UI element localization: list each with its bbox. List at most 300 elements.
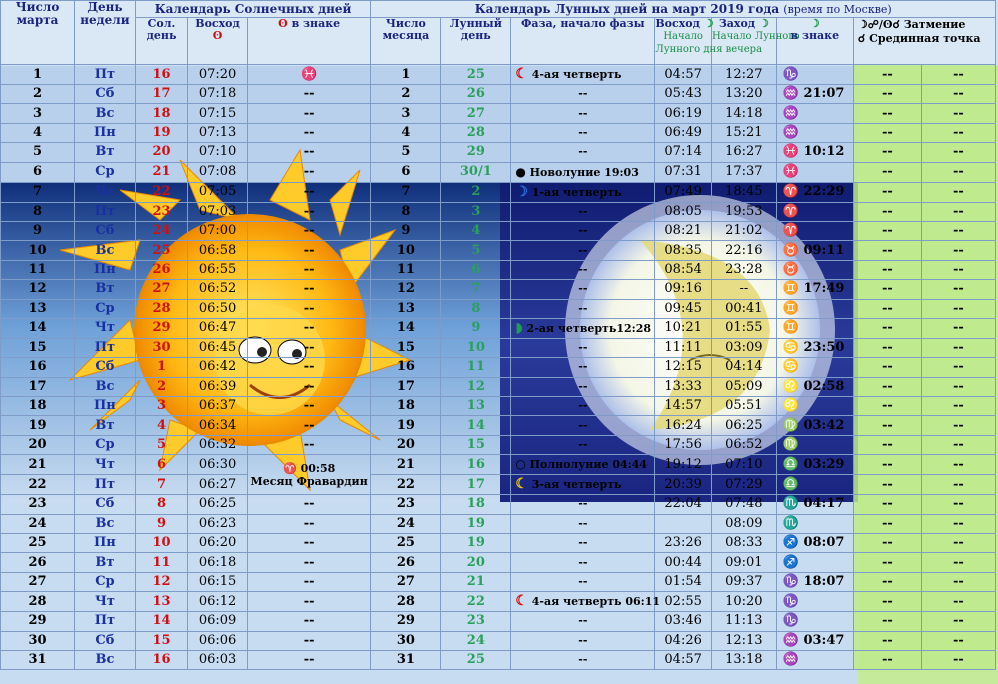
table-row — [1, 65, 996, 85]
eclipse-cell: -- — [853, 221, 921, 240]
midpoint-cell: -- — [921, 475, 995, 495]
lunar-day-cell: 13 — [441, 397, 511, 416]
moonset-cell: 12:27 — [711, 65, 776, 85]
header-eclipse: ☽☍/ʘ☌ Затмение ☌ Срединная точка — [853, 18, 995, 65]
date-cell: 9 — [1, 221, 75, 240]
phase-cell — [511, 260, 655, 279]
weekday-cell: Пн — [75, 534, 136, 553]
phase-cell — [511, 435, 655, 454]
weekday-cell: Сб — [75, 631, 136, 650]
date-cell: 5 — [1, 143, 75, 162]
weekday-cell: Вс — [75, 104, 136, 123]
weekday-cell: Пн — [75, 260, 136, 279]
moonset-cell: 10:20 — [711, 592, 776, 612]
date-cell: 12 — [1, 280, 75, 299]
table-row — [1, 123, 996, 142]
midpoint-cell: -- — [921, 299, 995, 318]
moonset-cell: 12:13 — [711, 631, 776, 650]
eclipse-cell: -- — [853, 495, 921, 514]
moonset-cell: 05:09 — [711, 377, 776, 396]
sunrise-cell: 06:42 — [188, 358, 248, 377]
phase-text: 4-ая четверть 06:11 — [531, 595, 661, 609]
lunar-day-cell: 20 — [441, 553, 511, 572]
phase-text: -- — [578, 379, 588, 393]
solar-day-cell: 20 — [135, 143, 187, 162]
phase-cell — [511, 280, 655, 299]
header-row-2 — [1, 18, 996, 65]
calendar-rows — [1, 65, 996, 670]
weekday-cell: Пн — [75, 123, 136, 142]
month-day-cell: 17 — [371, 377, 441, 396]
weekday-cell: Ср — [75, 299, 136, 318]
moonrise-cell: 03:46 — [655, 612, 712, 631]
moonset-cell: 22:16 — [711, 241, 776, 260]
eclipse-cell: -- — [853, 241, 921, 260]
phase-cell — [511, 455, 655, 475]
moon-sign-cell: ♒ 21:07 — [776, 85, 853, 104]
moon-icon: ☽ — [809, 17, 820, 30]
solar-day-cell: 3 — [135, 397, 187, 416]
date-cell: 8 — [1, 202, 75, 221]
month-day-cell: 28 — [371, 592, 441, 612]
moonrise-cell: 05:43 — [655, 85, 712, 104]
sun-sign-cell — [247, 455, 370, 495]
lunar-day-cell: 14 — [441, 416, 511, 435]
date-cell: 10 — [1, 241, 75, 260]
sun-sign-cell: -- — [247, 104, 370, 123]
moonset-cell: 17:37 — [711, 162, 776, 182]
sun-sign-cell: -- — [247, 182, 370, 202]
moon-sign-cell: ♈ — [776, 221, 853, 240]
sun-month-name: Месяц Фравардин — [250, 474, 368, 488]
phase-text: -- — [578, 418, 588, 432]
sun-sign-cell: -- — [247, 592, 370, 612]
moon-sign-cell: ♌ 02:58 — [776, 377, 853, 396]
moonrise-cell: 06:19 — [655, 104, 712, 123]
phase-text: -- — [578, 536, 588, 550]
table-row — [1, 280, 996, 299]
midpoint-cell: -- — [921, 495, 995, 514]
date-cell: 16 — [1, 358, 75, 377]
header-lunar-calendar: Календарь Лунных дней на март 2019 года (время по Москве) — [371, 1, 996, 18]
moon-sign-cell: ♐ — [776, 553, 853, 572]
header-moonrise: Восход ☽ Начало Лунного дня — [655, 18, 712, 65]
header-sunrise: Восход ʘ — [188, 18, 248, 65]
midpoint-cell: -- — [921, 358, 995, 377]
moon-sign-cell: ♑ — [776, 612, 853, 631]
sun-sign-cell: -- — [247, 318, 370, 338]
moonset-cell: 06:25 — [711, 416, 776, 435]
phase-cell — [511, 123, 655, 142]
moonset-cell: 11:13 — [711, 612, 776, 631]
sun-sign-cell: -- — [247, 650, 370, 669]
phase-text: 1-ая четверть — [531, 185, 622, 199]
moon-sign-cell: ♈ — [776, 202, 853, 221]
date-cell: 28 — [1, 592, 75, 612]
weekday-cell: Пт — [75, 338, 136, 357]
eclipse-cell: -- — [853, 260, 921, 279]
midpoint-cell: -- — [921, 650, 995, 669]
date-cell: 31 — [1, 650, 75, 669]
lunar-day-cell: 11 — [441, 358, 511, 377]
midpoint-cell: -- — [921, 123, 995, 142]
date-cell: 22 — [1, 475, 75, 495]
lunar-day-cell: 8 — [441, 299, 511, 318]
month-day-cell: 13 — [371, 299, 441, 318]
phase-cell — [511, 104, 655, 123]
moon-sign-cell: ♍ 03:42 — [776, 416, 853, 435]
moonset-cell: 03:09 — [711, 338, 776, 357]
phase-text: Новолуние 19:03 — [529, 165, 639, 179]
sunrise-cell: 06:23 — [188, 514, 248, 533]
moon-sign-cell: ♎ 03:29 — [776, 455, 853, 475]
solar-day-cell: 29 — [135, 318, 187, 338]
phase-text: -- — [578, 125, 588, 139]
sunrise-cell: 06:27 — [188, 475, 248, 495]
lunar-day-cell: 23 — [441, 612, 511, 631]
midpoint-cell: -- — [921, 221, 995, 240]
moonset-cell: 16:27 — [711, 143, 776, 162]
table-row — [1, 495, 996, 514]
phase-cell — [511, 650, 655, 669]
moonrise-cell: 19:12 — [655, 455, 712, 475]
solar-day-cell: 24 — [135, 221, 187, 240]
eclipse-cell: -- — [853, 182, 921, 202]
sun-sign-cell: -- — [247, 612, 370, 631]
month-day-cell: 25 — [371, 534, 441, 553]
moonset-cell: -- — [711, 280, 776, 299]
table-row — [1, 416, 996, 435]
lunar-day-cell: 19 — [441, 534, 511, 553]
solar-day-cell: 17 — [135, 85, 187, 104]
phase-text: Полнолуние 04:44 — [529, 458, 648, 472]
month-day-cell: 2 — [371, 85, 441, 104]
eclipse-cell: -- — [853, 650, 921, 669]
eclipse-cell: -- — [853, 534, 921, 553]
sun-sign-cell: -- — [247, 299, 370, 318]
sunrise-cell: 07:15 — [188, 104, 248, 123]
month-day-cell: 9 — [371, 221, 441, 240]
eclipse-cell: -- — [853, 475, 921, 495]
solar-day-cell: 25 — [135, 241, 187, 260]
sunrise-cell: 06:58 — [188, 241, 248, 260]
sunrise-cell: 06:52 — [188, 280, 248, 299]
eclipse-cell: -- — [853, 318, 921, 338]
date-cell: 6 — [1, 162, 75, 182]
phase-cell — [511, 143, 655, 162]
date-cell: 26 — [1, 553, 75, 572]
eclipse-cell: -- — [853, 202, 921, 221]
moon-sign-cell: ♉ — [776, 260, 853, 279]
phase-cell — [511, 182, 655, 202]
moonset-cell: 23:28 — [711, 260, 776, 279]
phase-cell — [511, 358, 655, 377]
lunar-day-cell: 7 — [441, 280, 511, 299]
eclipse-cell: -- — [853, 435, 921, 454]
moon-sign-cell: ♈ 22:29 — [776, 182, 853, 202]
moonset-cell: 13:20 — [711, 85, 776, 104]
lunar-day-cell: 25 — [441, 65, 511, 85]
phase-text: -- — [578, 438, 588, 452]
moonset-cell: 07:29 — [711, 475, 776, 495]
table-row — [1, 202, 996, 221]
lunar-day-cell: 27 — [441, 104, 511, 123]
phase-cell — [511, 612, 655, 631]
weekday-cell: Сб — [75, 358, 136, 377]
solar-day-cell: 7 — [135, 475, 187, 495]
lunar-day-cell: 10 — [441, 338, 511, 357]
solar-day-cell: 13 — [135, 592, 187, 612]
table-row — [1, 631, 996, 650]
midpoint-cell: -- — [921, 85, 995, 104]
phase-cell — [511, 338, 655, 357]
midpoint-cell: -- — [921, 455, 995, 475]
sunrise-cell: 06:39 — [188, 377, 248, 396]
moonrise-cell: 17:56 — [655, 435, 712, 454]
moonrise-cell: 09:45 — [655, 299, 712, 318]
moonrise-cell: 00:44 — [655, 553, 712, 572]
table-row — [1, 514, 996, 533]
moon-sign-cell: ♊ — [776, 299, 853, 318]
moonrise-cell: 07:14 — [655, 143, 712, 162]
month-day-cell: 24 — [371, 514, 441, 533]
table-row — [1, 318, 996, 338]
solar-day-cell: 16 — [135, 650, 187, 669]
weekday-cell: Вт — [75, 143, 136, 162]
phase-text: -- — [578, 360, 588, 374]
moon-sign-cell: ♍ — [776, 435, 853, 454]
table-row — [1, 358, 996, 377]
moonset-cell: 09:37 — [711, 572, 776, 591]
weekday-cell: Сб — [75, 85, 136, 104]
solar-day-cell: 2 — [135, 377, 187, 396]
midpoint-cell: -- — [921, 182, 995, 202]
sun-sign-cell: -- — [247, 202, 370, 221]
sunrise-cell: 07:20 — [188, 65, 248, 85]
phase-text: -- — [578, 575, 588, 588]
moon-phase-icon: ○ — [515, 457, 526, 472]
moonset-cell: 19:53 — [711, 202, 776, 221]
date-cell: 21 — [1, 455, 75, 475]
phase-cell — [511, 221, 655, 240]
date-cell: 2 — [1, 85, 75, 104]
moon-sign-cell: ♒ — [776, 650, 853, 669]
moonrise-cell: 04:57 — [655, 65, 712, 85]
table-row — [1, 455, 996, 475]
table-row — [1, 397, 996, 416]
phase-text: -- — [578, 145, 588, 159]
eclipse-cell: -- — [853, 416, 921, 435]
sunrise-cell: 06:25 — [188, 495, 248, 514]
moon-sign-cell: ♋ 23:50 — [776, 338, 853, 357]
lunar-day-cell: 5 — [441, 241, 511, 260]
moon-sign-cell: ♒ — [776, 104, 853, 123]
month-day-cell: 4 — [371, 123, 441, 142]
moon-sign-cell: ♏ — [776, 514, 853, 533]
weekday-cell: Пн — [75, 397, 136, 416]
moonset-cell: 06:52 — [711, 435, 776, 454]
moon-sign-cell: ♑ — [776, 65, 853, 85]
solar-day-cell: 16 — [135, 65, 187, 85]
header-moon-in-sign: ☽ в знаке — [776, 18, 853, 65]
date-cell: 29 — [1, 612, 75, 631]
weekday-cell: Ср — [75, 435, 136, 454]
month-day-cell: 21 — [371, 455, 441, 475]
midpoint-cell: -- — [921, 592, 995, 612]
moonrise-cell: 04:26 — [655, 631, 712, 650]
lunar-day-cell: 12 — [441, 377, 511, 396]
table-row — [1, 553, 996, 572]
weekday-cell: Ср — [75, 572, 136, 591]
eclipse-cell: -- — [853, 612, 921, 631]
table-row — [1, 650, 996, 669]
header-sun-in-sign: ʘ в знаке — [247, 18, 370, 65]
sun-sign-cell: -- — [247, 377, 370, 396]
month-day-cell: 8 — [371, 202, 441, 221]
date-cell: 4 — [1, 123, 75, 142]
sun-sign-cell: -- — [247, 534, 370, 553]
moonrise-cell: 07:31 — [655, 162, 712, 182]
moonset-cell: 14:18 — [711, 104, 776, 123]
sun-sign-cell: -- — [247, 123, 370, 142]
phase-cell — [511, 631, 655, 650]
phase-text: -- — [578, 282, 588, 296]
weekday-cell: Вс — [75, 650, 136, 669]
weekday-cell: Вт — [75, 553, 136, 572]
midpoint-cell: -- — [921, 514, 995, 533]
midpoint-cell: -- — [921, 572, 995, 591]
moonrise-cell: 08:05 — [655, 202, 712, 221]
phase-cell — [511, 299, 655, 318]
phase-cell — [511, 572, 655, 591]
date-cell: 19 — [1, 416, 75, 435]
moonset-cell: 05:51 — [711, 397, 776, 416]
moonrise-cell: 14:57 — [655, 397, 712, 416]
weekday-cell: Чт — [75, 455, 136, 475]
month-day-cell: 23 — [371, 495, 441, 514]
sunrise-cell: 06:12 — [188, 592, 248, 612]
month-day-cell: 29 — [371, 612, 441, 631]
date-cell: 13 — [1, 299, 75, 318]
midpoint-cell: -- — [921, 280, 995, 299]
lunar-day-cell: 3 — [441, 202, 511, 221]
sunrise-cell: 06:30 — [188, 455, 248, 475]
month-day-cell: 19 — [371, 416, 441, 435]
sunrise-cell: 06:32 — [188, 435, 248, 454]
lunar-day-cell: 22 — [441, 592, 511, 612]
month-day-cell: 22 — [371, 475, 441, 495]
solar-day-cell: 27 — [135, 280, 187, 299]
moonrise-cell: 23:26 — [655, 534, 712, 553]
date-cell: 20 — [1, 435, 75, 454]
sun-sign-cell: -- — [247, 572, 370, 591]
midpoint-cell: -- — [921, 631, 995, 650]
sun-sign-cell: -- — [247, 162, 370, 182]
month-day-cell: 30 — [371, 631, 441, 650]
weekday-cell: Вс — [75, 514, 136, 533]
moon-sign-cell: ♊ — [776, 318, 853, 338]
midpoint-cell: -- — [921, 338, 995, 357]
moonrise-cell: 07:49 — [655, 182, 712, 202]
date-cell: 27 — [1, 572, 75, 591]
header-phase: Фаза, начало фазы — [511, 18, 655, 65]
table-row — [1, 162, 996, 182]
weekday-cell: Вс — [75, 241, 136, 260]
header-date-march: Число марта — [1, 1, 75, 65]
moon-sign-cell: ♉ 09:11 — [776, 241, 853, 260]
phase-cell — [511, 377, 655, 396]
phase-cell — [511, 202, 655, 221]
lunar-day-cell: 28 — [441, 123, 511, 142]
midpoint-cell: -- — [921, 143, 995, 162]
month-day-cell: 12 — [371, 280, 441, 299]
solar-day-cell: 28 — [135, 299, 187, 318]
moonrise-cell: 09:16 — [655, 280, 712, 299]
sunrise-cell: 06:50 — [188, 299, 248, 318]
moonrise-cell: 12:15 — [655, 358, 712, 377]
sunrise-cell: 06:45 — [188, 338, 248, 357]
sun-sign-cell: -- — [247, 85, 370, 104]
lunar-day-cell: 2 — [441, 182, 511, 202]
sun-symbol-icon: ʘ — [278, 17, 288, 30]
month-day-cell: 11 — [371, 260, 441, 279]
moon-sign-cell: ♏ 04:17 — [776, 495, 853, 514]
moonrise-cell: 11:11 — [655, 338, 712, 357]
phase-cell — [511, 65, 655, 85]
midpoint-cell: -- — [921, 397, 995, 416]
moonset-cell: 15:21 — [711, 123, 776, 142]
phase-text: -- — [578, 224, 588, 238]
eclipse-cell: -- — [853, 85, 921, 104]
moon-phase-icon: ◗ — [515, 319, 523, 336]
phase-text: -- — [578, 301, 588, 315]
sunrise-cell: 07:18 — [188, 85, 248, 104]
date-cell: 3 — [1, 104, 75, 123]
sunrise-cell: 06:09 — [188, 612, 248, 631]
month-day-cell: 10 — [371, 241, 441, 260]
solar-day-cell: 23 — [135, 202, 187, 221]
lunar-day-cell: 26 — [441, 85, 511, 104]
sunrise-cell: 06:15 — [188, 572, 248, 591]
phase-text: -- — [578, 399, 588, 413]
solar-day-cell: 4 — [135, 416, 187, 435]
moon-sign-cell: ♒ — [776, 123, 853, 142]
phase-text: -- — [578, 516, 588, 530]
header-moonset: Заход ☽ Начало Лунного вечера — [711, 18, 776, 65]
phase-text: -- — [578, 204, 588, 218]
midpoint-cell: -- — [921, 534, 995, 553]
date-cell: 15 — [1, 338, 75, 357]
sunrise-cell: 06:55 — [188, 260, 248, 279]
moon-sign-cell: ♑ 18:07 — [776, 572, 853, 591]
sunrise-cell: 07:10 — [188, 143, 248, 162]
moonrise-cell: 01:54 — [655, 572, 712, 591]
solar-day-cell: 26 — [135, 260, 187, 279]
lunar-day-cell: 16 — [441, 455, 511, 475]
sunrise-cell: 06:37 — [188, 397, 248, 416]
lunar-day-cell: 18 — [441, 495, 511, 514]
moonset-cell: 18:45 — [711, 182, 776, 202]
sun-sign-cell: -- — [247, 435, 370, 454]
moonrise-cell: 04:57 — [655, 650, 712, 669]
sunrise-cell: 06:47 — [188, 318, 248, 338]
phase-text: -- — [578, 341, 588, 355]
weekday-cell: Вс — [75, 377, 136, 396]
sun-sign-cell: -- — [247, 514, 370, 533]
weekday-cell: Чт — [75, 318, 136, 338]
sunrise-cell: 07:08 — [188, 162, 248, 182]
eclipse-cell: -- — [853, 553, 921, 572]
